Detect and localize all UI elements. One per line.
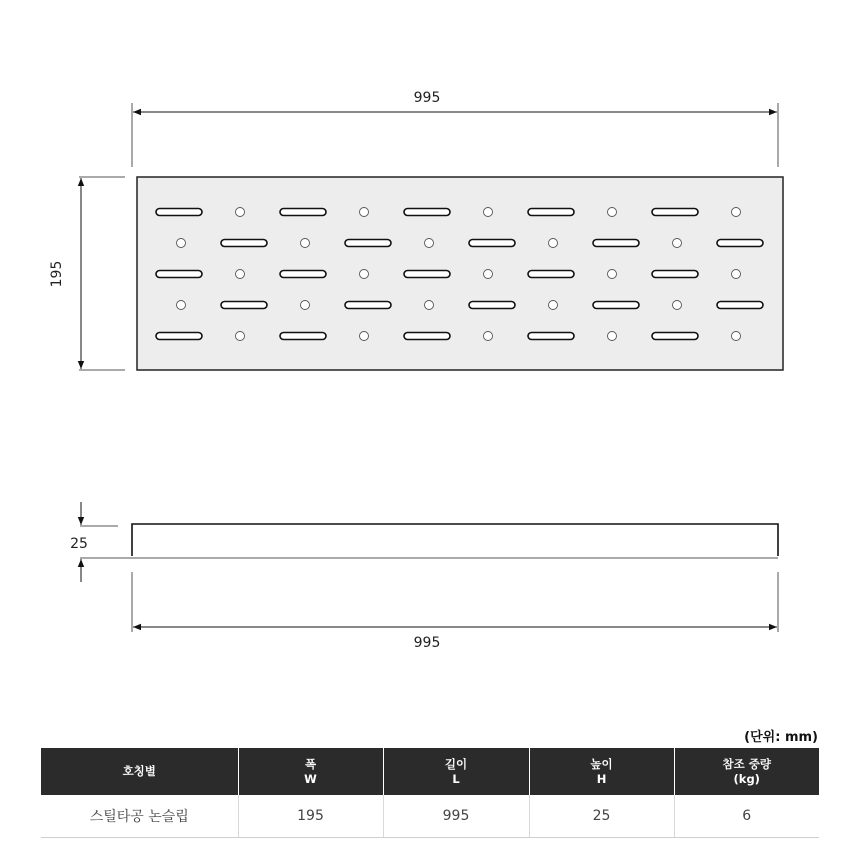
round-hole	[549, 301, 558, 310]
header-designation	[41, 748, 238, 795]
round-hole	[484, 208, 493, 217]
header-width-symbol: W	[304, 771, 317, 786]
slot-hole	[345, 240, 391, 247]
slot-hole	[156, 271, 202, 278]
unit-note: (단위: mm)	[744, 730, 818, 745]
round-hole	[236, 270, 245, 279]
side-profile	[132, 524, 778, 556]
round-hole	[360, 270, 369, 279]
side-view	[80, 524, 778, 632]
top-width-label: 995	[413, 90, 441, 106]
slot-hole	[156, 209, 202, 216]
slot-hole	[528, 209, 574, 216]
round-hole	[484, 270, 493, 279]
table-row	[41, 795, 819, 838]
round-hole	[608, 270, 617, 279]
cell-designation: 스틸타공 논슬립	[41, 795, 238, 838]
round-hole	[549, 239, 558, 248]
top-height-dimension	[49, 177, 125, 370]
cell-length: 995	[383, 795, 529, 838]
round-hole	[732, 332, 741, 341]
slot-hole	[469, 302, 515, 309]
round-hole	[732, 208, 741, 217]
round-hole	[673, 301, 682, 310]
spec-table-header-row	[41, 748, 819, 795]
slot-hole	[652, 333, 698, 340]
spec-table	[41, 748, 819, 838]
slot-hole	[221, 302, 267, 309]
round-hole	[236, 332, 245, 341]
slot-hole	[528, 333, 574, 340]
side-width-label: 995	[413, 635, 441, 651]
header-width-label: 폭	[304, 756, 317, 771]
slot-hole	[652, 271, 698, 278]
slot-hole	[280, 271, 326, 278]
slot-hole	[717, 302, 763, 309]
round-hole	[360, 332, 369, 341]
header-length-label: 길이	[444, 756, 468, 771]
slot-hole	[280, 209, 326, 216]
side-height-label: 25	[70, 536, 88, 552]
side-height-dimension	[70, 502, 88, 582]
header-height-symbol: H	[596, 771, 607, 786]
header-length-symbol: L	[452, 771, 460, 786]
header-height-label: 높이	[590, 756, 613, 771]
header-weight-unit: (kg)	[733, 771, 760, 786]
slot-hole	[593, 302, 639, 309]
side-width-dimension	[133, 627, 777, 651]
round-hole	[732, 270, 741, 279]
header-designation-label: 호칭별	[122, 764, 156, 778]
header-length	[383, 748, 529, 795]
round-hole	[484, 332, 493, 341]
header-height	[529, 748, 674, 795]
slot-hole	[404, 209, 450, 216]
slot-hole	[280, 333, 326, 340]
slot-hole	[221, 240, 267, 247]
slot-hole	[404, 271, 450, 278]
slot-hole	[404, 333, 450, 340]
slot-hole	[156, 333, 202, 340]
top-width-dimension	[132, 90, 778, 167]
slot-hole	[652, 209, 698, 216]
round-hole	[425, 239, 434, 248]
header-weight-label: 참조 중량	[722, 756, 771, 771]
slot-hole	[717, 240, 763, 247]
round-hole	[301, 301, 310, 310]
round-hole	[236, 208, 245, 217]
header-width	[238, 748, 383, 795]
round-hole	[177, 239, 186, 248]
round-hole	[673, 239, 682, 248]
slot-hole	[345, 302, 391, 309]
cell-width: 195	[238, 795, 383, 838]
round-hole	[177, 301, 186, 310]
round-hole	[301, 239, 310, 248]
round-hole	[360, 208, 369, 217]
cell-height: 25	[529, 795, 674, 838]
round-hole	[608, 332, 617, 341]
cell-weight: 6	[674, 795, 819, 838]
slot-hole	[469, 240, 515, 247]
round-hole	[425, 301, 434, 310]
top-height-label: 195	[49, 260, 65, 288]
round-hole	[608, 208, 617, 217]
slot-hole	[593, 240, 639, 247]
slot-hole	[528, 271, 574, 278]
header-weight	[674, 748, 819, 795]
